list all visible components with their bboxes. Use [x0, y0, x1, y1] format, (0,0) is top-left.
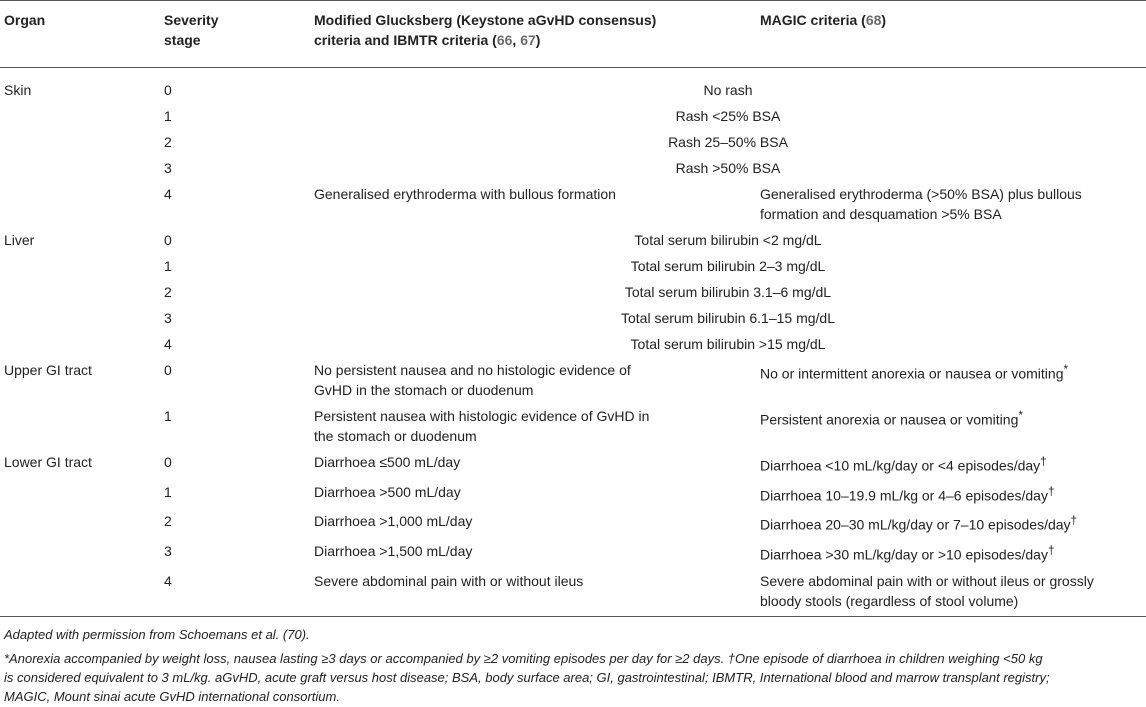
- table-body: [0, 68, 1146, 617]
- footnote-marker: †: [1047, 543, 1055, 557]
- shared-criteria-cell: Rash >50% BSA: [675, 160, 781, 176]
- table-row: [0, 305, 1146, 331]
- adaptation-note: Adapted with permission from Schoemans et al. (70).: [4, 627, 310, 642]
- table-row: [0, 181, 1146, 227]
- stage-cell: 2: [164, 284, 172, 300]
- organ-cell: [0, 568, 160, 617]
- table-header: [0, 1, 1146, 68]
- magic-cell: No or intermittent anorexia or nausea or vomiting*: [760, 363, 1069, 382]
- ref-68-link[interactable]: 68: [865, 12, 882, 28]
- table-row: [0, 479, 1146, 509]
- stage-cell: 2: [164, 513, 172, 530]
- glucksberg-cell: Persistent nausea with histologic evidence of GvHD in the stomach or duodenum: [314, 408, 650, 444]
- header-glucksberg: Modified Glucksberg (Keystone aGvHD consensus) criteria and IBMTR criteria (66, 67): [314, 12, 657, 48]
- magic-cell: Diarrhoea 20–30 mL/kg/day or 7–10 episodes/day†: [760, 514, 1078, 533]
- footnote-marker: *: [1063, 363, 1069, 376]
- organ-cell: Upper GI tract: [4, 362, 92, 378]
- stage-cell: 3: [164, 160, 172, 176]
- ref-67-link[interactable]: 67: [520, 32, 536, 48]
- magic-cell: Severe abdominal pain with or without ileus or grossly bloody stools (regardless of stool volume): [760, 572, 1094, 609]
- organ-cell: [0, 155, 160, 181]
- stage-cell: 4: [164, 186, 172, 202]
- table-row: [0, 449, 1146, 479]
- shared-criteria-cell: Total serum bilirubin 6.1–15 mg/dL: [620, 310, 835, 326]
- glucksberg-cell: Diarrhoea >1,000 mL/day: [314, 513, 473, 530]
- magic-cell: Diarrhoea 10–19.9 mL/kg or 4–6 episodes/day†: [760, 484, 1055, 504]
- organ-cell: Skin: [4, 82, 32, 98]
- stage-cell: 3: [164, 310, 172, 326]
- shared-criteria-cell: Total serum bilirubin 2–3 mg/dL: [630, 258, 826, 274]
- organ-cell: Lower GI tract: [4, 454, 92, 470]
- glucksberg-cell: No persistent nausea and no histologic evidence of GvHD in the stomach or duodenum: [314, 362, 631, 398]
- stage-cell: 2: [164, 134, 172, 150]
- shared-criteria-cell: Rash <25% BSA: [675, 108, 781, 124]
- shared-criteria-cell: No rash: [703, 82, 753, 98]
- organ-cell: [0, 253, 160, 279]
- stage-cell: 0: [164, 82, 172, 98]
- magic-cell: Persistent anorexia or nausea or vomiting*: [760, 409, 1023, 428]
- stage-cell: 1: [164, 258, 172, 274]
- table-row: [0, 129, 1146, 155]
- organ-cell: [0, 508, 160, 538]
- organ-cell: [0, 181, 160, 227]
- stage-cell: 0: [164, 454, 172, 470]
- shared-criteria-cell: Total serum bilirubin >15 mg/dL: [630, 336, 826, 352]
- glucksberg-cell: Severe abdominal pain with or without ileus: [314, 572, 584, 589]
- footnote-marker: †: [1047, 484, 1055, 498]
- glucksberg-cell: Generalised erythroderma with bullous formation: [314, 186, 616, 202]
- footnote-marker: †: [1070, 514, 1078, 528]
- header-row: [0, 1, 1146, 68]
- footnote-marker: *: [1018, 409, 1023, 422]
- stage-cell: 0: [164, 362, 172, 378]
- glucksberg-cell: Diarrhoea >1,500 mL/day: [314, 542, 473, 559]
- organ-cell: [0, 403, 160, 449]
- magic-cell: Diarrhoea <10 mL/kg/day or <4 episodes/day†: [760, 455, 1047, 474]
- table-row: [0, 227, 1146, 253]
- table-footnotes: [4, 625, 1140, 706]
- shared-criteria-cell: Total serum bilirubin <2 mg/dL: [634, 232, 822, 248]
- organ-cell: [0, 479, 160, 509]
- organ-cell: [0, 305, 160, 331]
- stage-cell: 3: [164, 542, 172, 559]
- table-row: [0, 331, 1146, 357]
- ref-66-link[interactable]: 66: [496, 32, 513, 48]
- organ-cell: [0, 103, 160, 129]
- glucksberg-cell: Diarrhoea >500 mL/day: [314, 483, 461, 500]
- table-row: [0, 253, 1146, 279]
- stage-cell: 1: [164, 483, 172, 500]
- shared-criteria-cell: Total serum bilirubin 3.1–6 mg/dL: [624, 284, 832, 300]
- table-row: [0, 279, 1146, 305]
- table-row: [0, 103, 1146, 129]
- shared-criteria-cell: Rash 25–50% BSA: [668, 134, 788, 150]
- magic-cell: Diarrhoea >30 mL/kg/day or >10 episodes/day†: [760, 543, 1055, 563]
- footnote-marker: †: [1040, 455, 1047, 468]
- abbreviations-footnote: *Anorexia accompanied by weight loss, nausea lasting ≥3 days or accompanied by ≥2 vomiting episodes per day for ≥2 days. †One episode of diarrhoea in children weighing <50 kg is considered equivalent to 3 mL/kg. aGvHD, acute graft versus host disease; BSA, body surface area; GI, gastrointestinal; IBMTR, International blood and marrow transplant registry; MAGIC, Mount sinai acute GvHD international consortium.: [4, 651, 1050, 704]
- stage-cell: 4: [164, 572, 172, 589]
- glucksberg-cell: Diarrhoea ≤500 mL/day: [314, 454, 461, 470]
- stage-cell: 1: [164, 408, 172, 424]
- table-row: [0, 155, 1146, 181]
- stage-cell: 0: [164, 232, 172, 248]
- table-row: [0, 508, 1146, 538]
- header-severity-stage: Severity stage: [164, 12, 219, 48]
- table-row: [0, 538, 1146, 568]
- header-magic: MAGIC criteria (68): [760, 12, 887, 28]
- header-organ: Organ: [4, 12, 46, 28]
- table-row: [0, 357, 1146, 403]
- organ-cell: [0, 279, 160, 305]
- table-row: [0, 403, 1146, 449]
- organ-cell: [0, 331, 160, 357]
- organ-cell: [0, 129, 160, 155]
- table-row: [0, 68, 1146, 104]
- table-row: [0, 568, 1146, 617]
- stage-cell: 1: [164, 108, 172, 124]
- magic-cell: Generalised erythroderma (>50% BSA) plus bullous formation and desquamation >5% BSA: [760, 186, 1082, 222]
- organ-cell: Liver: [4, 232, 35, 248]
- organ-cell: [0, 538, 160, 568]
- stage-cell: 4: [164, 336, 172, 352]
